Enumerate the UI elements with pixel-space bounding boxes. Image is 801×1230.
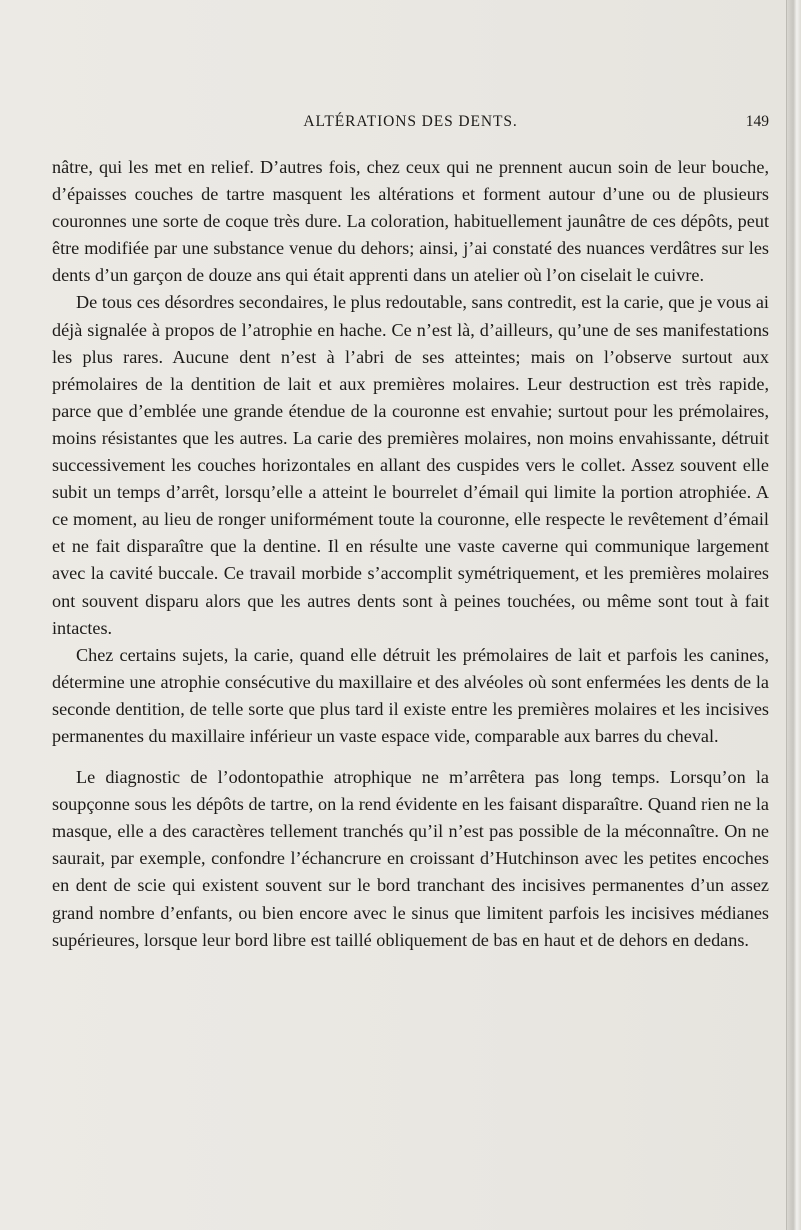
page-header (52, 113, 769, 137)
page-number: 149 (745, 113, 769, 130)
paragraph-3: Chez certains sujets, la carie, quand elle détruit les prémolaires de lait et parfois les canines, détermine une atrophie consécutive du maxillaire et des alvéoles où sont enfermées les dents de la seconde dentition, de telle sorte que plus tard il existe entre les premières molaires et les incisives permanentes du maxillaire inférieur un vaste espace vide, comparable aux barres du cheval. (52, 644, 769, 746)
paragraph-1: nâtre, qui les met en relief. D’autres fois, chez ceux qui ne prennent aucun soin de leur bouche, d’épaisses couches de tartre masquent les altérations et forment autour d’une ou de plusieurs couronnes une sorte de coque très dure. La coloration, habituellement jaunâtre de ces dépôts, peut être modifiée par une substance venue du dehors; ainsi, j’ai constaté des nuances verdâtres sur les dents d’un garçon de douze ans qui était apprenti dans un atelier où l’on ciselait le cuivre. (52, 157, 769, 286)
paragraph-2: De tous ces désordres secondaires, le plus redoutable, sans contredit, est la carie, que je vous ai déjà signalée à propos de l’atrophie en hache. Ce n’est là, d’ailleurs, qu’une de ses manifestations les plus rares. Aucune dent n’est à l’abri de ses atteintes; mais on l’observe surtout aux prémolaires de la dentition de lait et aux premières molaires. Leur destruction est très rapide, parce que d’emblée une grande étendue de la couronne est envahie; surtout pour les prémolaires, moins résistantes que les autres. La carie des premières molaires, non moins envahissante, détruit successivement les couches horizontales en allant des cuspides vers le collet. Assez souvent elle subit un temps d’arrêt, lorsqu’elle a atteint le bourrelet d’émail qui limite la portion atrophiée. A ce moment, au lieu de ronger uniformément toute la couronne, elle respecte le revêtement d’émail et ne fait disparaître que la dentine. Il en résulte une vaste caverne qui communique largement avec la cavité buccale. Ce travail morbide s’accomplit symétriquement, et les premières molaires ont souvent disparu alors que les autres dents sont à peines touchées, ou même sont tout à fait intactes. (52, 292, 769, 638)
page-edge (786, 0, 801, 1230)
paragraph-4: Le diagnostic de l’odontopathie atrophique ne m’arrêtera pas long temps. Lorsqu’on la soupçonne sous les dépôts de tartre, on la rend évidente en les faisant disparaître. Quand rien ne la masque, elle a des caractères tellement tranchés qu’il n’est pas possible de la méconnaître. On ne saurait, par exemple, confondre l’échancrure en croissant d’Hutchinson avec les petites encoches en dent de scie qui existent souvent sur le bord tranchant des incisives permanentes d’un assez grand nombre d’enfants, ou bien encore avec le sinus que limitent parfois les incisives médianes supérieures, lorsque leur bord libre est taillé obliquement de bas en haut et de dehors en dedans. (52, 767, 769, 950)
body-text (52, 154, 769, 954)
running-title: ALTÉRATIONS DES DENTS. (303, 113, 518, 130)
